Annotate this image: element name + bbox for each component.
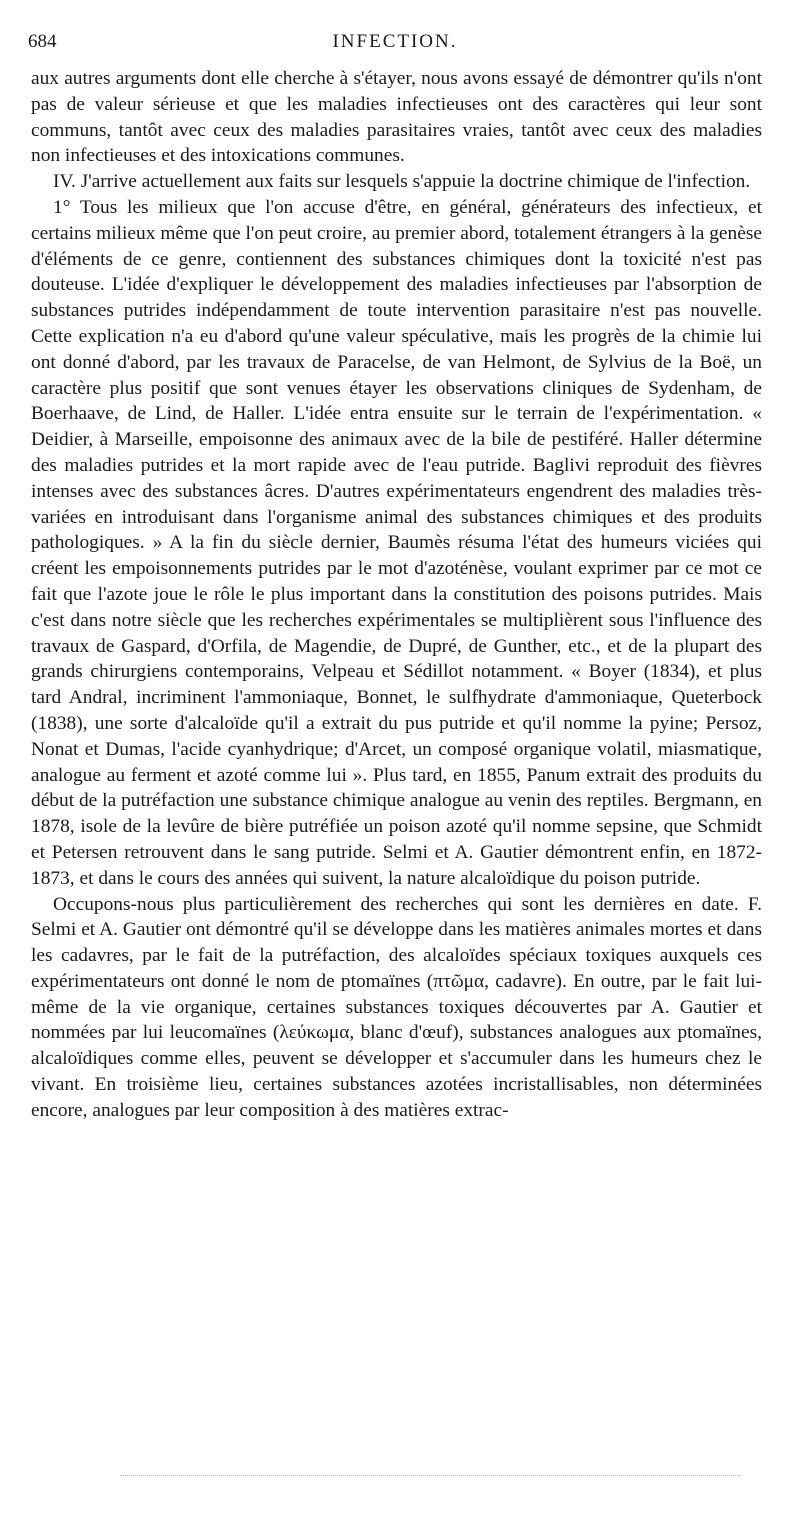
running-head [28, 30, 762, 54]
paragraph-section-iv: IV. J'arrive actuellement aux faits sur lesquels s'appuie la doctrine chimique de l'infection. [53, 171, 751, 193]
page-number: 684 [28, 31, 57, 52]
footer-rule [120, 1475, 740, 1476]
body-text [31, 66, 762, 1124]
paragraph-recent-research: Occupons-nous plus particulièrement des recherches qui sont les dernières en date. F. Selmi et A. Gautier ont démontré qu'il se développe dans les matières animales mortes et dans les cadavres, par le fait de la putréfaction, des alcaloïdes spéciaux toxiques auxquels ces expérimentateurs ont donné le nom de ptomaïnes (πτῶμα, cadavre). En outre, par le fait lui-même de la vie organique, certaines substances toxiques découvertes par A. Gautier et nommées par lui leucomaïnes (λεύκωμα, blanc d'œuf), substances analogues aux ptomaïnes, alcaloïdiques comme elles, peuvent se développer et s'accumuler dans les humeurs chez le vivant. En troisième lieu, certaines substances azotées incristallisables, non déterminées encore, analogues par leur composition à des matières extrac- [31, 893, 762, 1121]
paragraph-continued: aux autres arguments dont elle cherche à s'étayer, nous avons essayé de démontrer qu'ils n'ont pas de valeur sérieuse et que les maladies infectieuses ont des caractères qui leur sont communs, tantôt avec ceux des maladies parasitaires vraies, tantôt avec ceux des maladies non infectieuses et des intoxications communes. [31, 68, 762, 167]
paragraph-point-1: 1° Tous les milieux que l'on accuse d'être, en général, générateurs des infectieux, et certains milieux même que l'on peut croire, au premier abord, totalement étrangers à la genèse d'éléments de ce genre, contiennent des substances chimiques dont la toxicité n'est pas douteuse. L'idée d'expliquer le développement des maladies infectieuses par l'absorption de substances putrides indépendamment de toute intervention parasitaire n'est pas nouvelle. Cette explication n'a eu d'abord qu'une valeur spéculative, mais les progrès de la chimie lui ont donné d'abord, par les travaux de Paracelse, de van Helmont, de Sylvius de la Boë, un caractère plus positif que sont venues étayer les observations cliniques de Sydenham, de Boerhaave, de Lind, de Haller. L'idée entra ensuite sur le terrain de l'expérimentation. « Deidier, à Marseille, empoisonne des animaux avec de la bile de pestiféré. Haller détermine des maladies putrides et la mort rapide avec de l'eau putride. Baglivi reproduit des fièvres intenses avec des substances âcres. D'autres expérimentateurs engendrent des maladies très-variées en introduisant dans l'organisme animal des substances chimiques et des produits pathologiques. » A la fin du siècle dernier, Baumès résuma l'état des humeurs viciées qui créent les empoisonnements putrides par le mot d'azoténèse, voulant exprimer par ce mot ce fait que l'azote joue le rôle le plus important dans la constitution des poisons putrides. Mais c'est dans notre siècle que les recherches expérimentales se multiplièrent sous l'influence des travaux de Gaspard, d'Orfila, de Magendie, de Dupré, de Gunther, etc., et de la plupart des grands chirurgiens contemporains, Velpeau et Sédillot notamment. « Boyer (1834), et plus tard Andral, incriminent l'ammoniaque, Bonnet, le sulfhydrate d'ammoniaque, Queterbock (1838), une sorte d'alcaloïde qu'il a extrait du pus putride et qu'il nomme la pyine; Persoz, Nonat et Dumas, l'acide cyanhydrique; d'Arcet, un composé organique volatil, miasmatique, analogue au ferment et azoté comme lui ». Plus tard, en 1855, Panum extrait des produits du début de la putréfaction une substance chimique analogue au venin des reptiles. Bergmann, en 1878, isole de la levûre de bière putréfiée un poison azoté qu'il nomme sepsine, que Schmidt et Petersen retrouvent dans le sang putride. Selmi et A. Gautier démontrent enfin, en 1872-1873, et dans le cours des années qui suivent, la nature alcaloïdique du poison putride. [31, 196, 762, 889]
running-title: INFECTION. [332, 31, 458, 52]
